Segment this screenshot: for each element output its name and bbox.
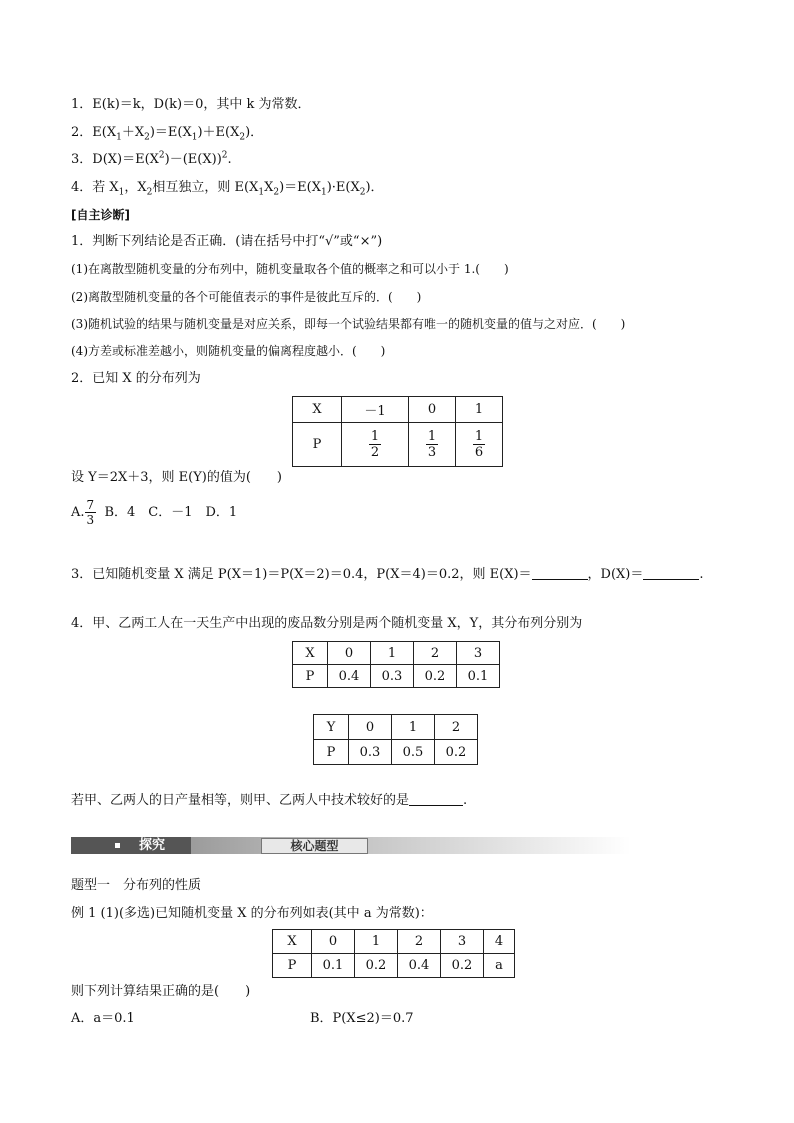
property-1: 1．E(k)＝k，D(k)＝0，其中 k 为常数． — [71, 97, 311, 112]
fraction: $\frac{7}{3}$ — [86, 498, 95, 527]
question-2-text: 设 Y＝2X＋3，则 E(Y)的值为( ) — [71, 470, 283, 485]
table-cell: 0.1 — [457, 665, 500, 688]
example-1-question: 则下列计算结果正确的是( ) — [71, 984, 251, 999]
table-cell: 1 — [371, 642, 414, 665]
q4-table-x — [292, 641, 500, 688]
table-header-x: X — [293, 397, 342, 423]
table-cell: a — [484, 954, 515, 978]
table-header-y: Y — [314, 715, 349, 740]
table-header-p: P — [293, 665, 328, 688]
statement-3: (3)随机试验的结果与随机变量是对应关系，即每一个试验结果都有唯一的随机变量的值与之对应．( ) — [71, 317, 626, 331]
table-cell: 0.4 — [398, 954, 441, 978]
fraction: $\frac{1}{6}$ — [474, 429, 484, 460]
type-1-title: 题型一 分布列的性质 — [71, 878, 202, 893]
question-3: 3．已知随机变量 X 满足 P(X＝1)＝P(X＝2)＝0.4，P(X＝4)＝0.2，则 E(X)＝ ，D(X)＝ . — [71, 567, 704, 582]
table-cell — [456, 423, 503, 467]
table-cell: 0.2 — [435, 740, 478, 765]
table-cell: 0 — [349, 715, 392, 740]
table-cell: 0.1 — [312, 954, 355, 978]
table-header-x: X — [293, 642, 328, 665]
example-1-table — [272, 929, 515, 978]
table-cell: 2 — [398, 930, 441, 954]
table-header-p: P — [314, 740, 349, 765]
statement-2: (2)离散型随机变量的各个可能值表示的事件是彼此互斥的．( ) — [71, 290, 422, 304]
fraction: $\frac{1}{3}$ — [427, 429, 437, 460]
answer-blank[interactable] — [532, 565, 588, 580]
question-2: 2．已知 X 的分布列为 — [71, 371, 201, 386]
statement-4: (4)方差或标准差越小，则随机变量的偏离程度越小．( ) — [71, 344, 386, 358]
banner-dark-block — [71, 837, 191, 854]
section-banner — [71, 837, 631, 854]
option-b: B．P(X≤2)＝0.7 — [310, 1011, 414, 1026]
section-label: 探究 — [139, 838, 166, 853]
table-cell: 2 — [414, 642, 457, 665]
q4-table-y — [313, 714, 478, 765]
option-a: A．a＝0.1 — [71, 1011, 135, 1026]
diagnosis-heading: [自主诊断] — [71, 208, 130, 222]
table-cell: 0.5 — [392, 740, 435, 765]
answer-blank[interactable] — [409, 791, 463, 806]
question-4-text: 若甲、乙两人的日产量相等，则甲、乙两人中技术较好的是 . — [71, 793, 468, 808]
statement-1: (1)在离散型随机变量的分布列中，随机变量取各个值的概率之和可以小于 1.( ) — [71, 262, 509, 276]
table-cell: 0.2 — [441, 954, 484, 978]
table-cell: 1 — [355, 930, 398, 954]
section-tag: 核心题型 — [261, 838, 368, 854]
table-header-x: X — [273, 930, 312, 954]
answer-blank[interactable] — [643, 565, 699, 580]
table-cell: 1 — [392, 715, 435, 740]
question-4: 4．甲、乙两工人在一天生产中出现的废品数分别是两个随机变量 X，Y，其分布列分别为 — [71, 616, 583, 631]
q2-distribution-table — [292, 396, 503, 467]
square-bullet-icon — [115, 843, 120, 848]
table-cell — [409, 423, 456, 467]
table-cell: 0 — [328, 642, 371, 665]
question-1: 1．判断下列结论是否正确．(请在括号中打“√”或“×”) — [71, 234, 383, 249]
fraction: $\frac{1}{2}$ — [370, 429, 380, 460]
property-3: 3．$D(X)=E(X^2)-(E(X))^2$. — [71, 150, 232, 167]
table-header-p: P — [293, 423, 342, 467]
question-2-options: A. $\frac{7}{3}$ B．4 C．－1 D．1 — [71, 498, 238, 527]
table-header-p: P — [273, 954, 312, 978]
property-4: 4．若 $X_1$，$X_2$相互独立，则 $E(X_1X_2)=E(X_1)\cdot E(X_2)$． — [71, 180, 384, 198]
table-cell: 0.3 — [371, 665, 414, 688]
table-cell: 0 — [312, 930, 355, 954]
table-cell: 2 — [435, 715, 478, 740]
property-2: 2．$E(X_1+X_2)=E(X_1)+E(X_2)$． — [71, 125, 264, 143]
table-cell: 0.2 — [414, 665, 457, 688]
table-cell: 3 — [457, 642, 500, 665]
table-cell: 0 — [409, 397, 456, 423]
table-cell: 0.4 — [328, 665, 371, 688]
table-cell: 1 — [456, 397, 503, 423]
table-cell: 4 — [484, 930, 515, 954]
table-cell: 3 — [441, 930, 484, 954]
table-cell: 0.3 — [349, 740, 392, 765]
example-1: 例 1 (1)(多选)已知随机变量 X 的分布列如表(其中 a 为常数)： — [71, 906, 433, 921]
table-cell: －1 — [342, 397, 409, 423]
table-cell: 0.2 — [355, 954, 398, 978]
table-cell — [342, 423, 409, 467]
